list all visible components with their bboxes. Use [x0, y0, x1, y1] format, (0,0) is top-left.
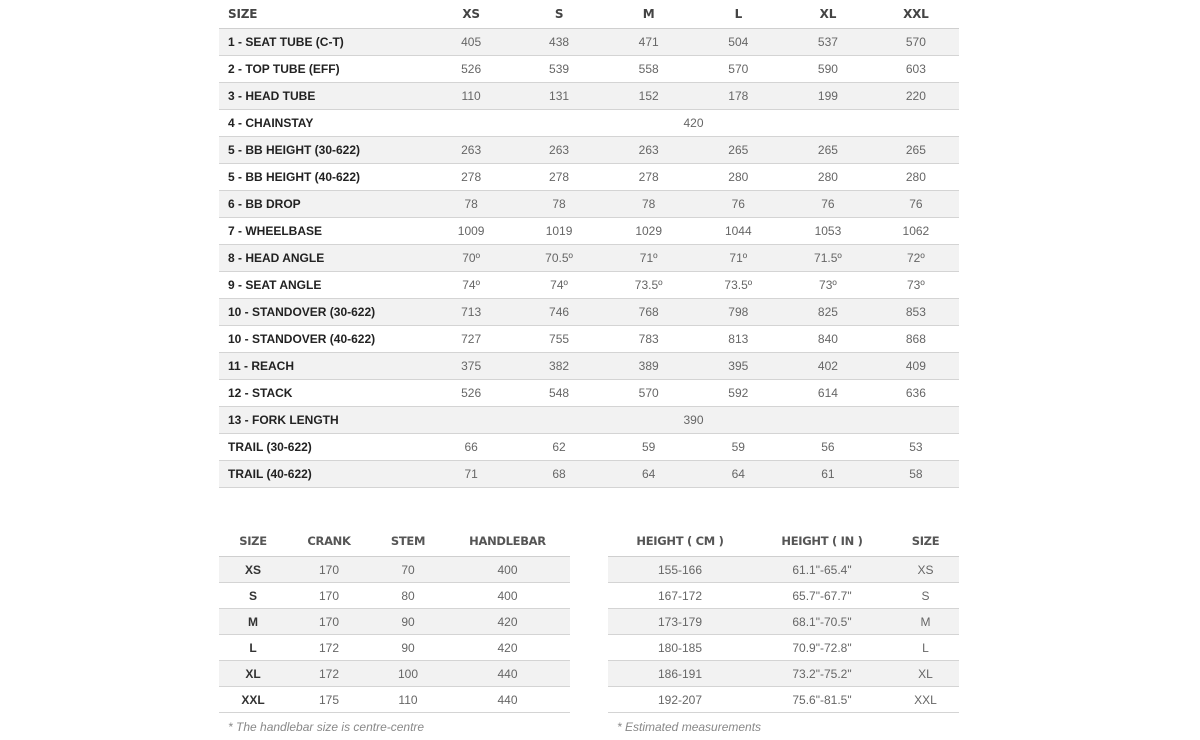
geometry-value-cell: 280 — [873, 164, 959, 191]
geometry-value-cell: 825 — [783, 299, 873, 326]
components-value-cell: 170 — [287, 583, 371, 609]
geometry-row — [219, 137, 959, 164]
components-row — [219, 557, 570, 583]
rider-height-cell: 180-185 — [608, 635, 752, 661]
components-value-cell: 420 — [445, 635, 570, 661]
geometry-row-label: 7 - WHEELBASE — [219, 218, 428, 245]
geometry-value-cell: 71 — [428, 461, 514, 488]
geometry-value-cell: 263 — [428, 137, 514, 164]
components-header-row — [219, 526, 570, 557]
rider-height-header-cell: HEIGHT ( CM ) — [608, 526, 752, 557]
geometry-header-row — [219, 0, 959, 29]
geometry-value-cell: 713 — [428, 299, 514, 326]
geometry-value-cell: 389 — [604, 353, 694, 380]
rider-height-cell: XS — [892, 557, 959, 583]
geometry-value-cell: 390 — [428, 407, 959, 434]
geometry-row — [219, 380, 959, 407]
geometry-value-cell: 278 — [428, 164, 514, 191]
rider-height-cell: 70.9"-72.8" — [752, 635, 892, 661]
geometry-value-cell: 66 — [428, 434, 514, 461]
geometry-row-label: 12 - STACK — [219, 380, 428, 407]
components-value-cell: 110 — [371, 687, 445, 713]
geometry-row-label: 13 - FORK LENGTH — [219, 407, 428, 434]
geometry-row — [219, 299, 959, 326]
rider-height-cell: 167-172 — [608, 583, 752, 609]
geometry-row-label: 1 - SEAT TUBE (C-T) — [219, 29, 428, 56]
geometry-row-label: 9 - SEAT ANGLE — [219, 272, 428, 299]
components-table — [219, 526, 570, 713]
components-row — [219, 635, 570, 661]
components-value-cell: 80 — [371, 583, 445, 609]
geometry-value-cell: 64 — [693, 461, 783, 488]
geometry-value-cell: 570 — [693, 56, 783, 83]
geometry-value-cell: 278 — [514, 164, 604, 191]
geometry-row — [219, 83, 959, 110]
geometry-value-cell: 68 — [514, 461, 604, 488]
components-value-cell: 400 — [445, 557, 570, 583]
components-value-cell: 70 — [371, 557, 445, 583]
geometry-value-cell: 1019 — [514, 218, 604, 245]
rider-height-cell: XL — [892, 661, 959, 687]
rider-height-header-cell: SIZE — [892, 526, 959, 557]
components-value-cell: 400 — [445, 583, 570, 609]
components-size-cell: M — [219, 609, 287, 635]
rider-height-cell: S — [892, 583, 959, 609]
size-column-header: L — [693, 0, 783, 29]
geometry-value-cell: 768 — [604, 299, 694, 326]
rider-height-cell: 155-166 — [608, 557, 752, 583]
components-header-cell: STEM — [371, 526, 445, 557]
geometry-value-cell: 76 — [873, 191, 959, 218]
geometry-value-cell: 526 — [428, 56, 514, 83]
components-value-cell: 170 — [287, 557, 371, 583]
geometry-row-label: 5 - BB HEIGHT (30-622) — [219, 137, 428, 164]
geometry-value-cell: 755 — [514, 326, 604, 353]
geometry-row-label: 6 - BB DROP — [219, 191, 428, 218]
geometry-value-cell: 199 — [783, 83, 873, 110]
geometry-value-cell: 1053 — [783, 218, 873, 245]
size-header: SIZE — [219, 0, 428, 29]
geometry-value-cell: 76 — [693, 191, 783, 218]
geometry-value-cell: 526 — [428, 380, 514, 407]
geometry-row-label: TRAIL (40-622) — [219, 461, 428, 488]
components-value-cell: 420 — [445, 609, 570, 635]
geometry-value-cell: 152 — [604, 83, 694, 110]
components-value-cell: 100 — [371, 661, 445, 687]
geometry-row-label: 2 - TOP TUBE (EFF) — [219, 56, 428, 83]
geometry-table — [219, 0, 959, 488]
geometry-row — [219, 29, 959, 56]
geometry-row-label: 3 - HEAD TUBE — [219, 83, 428, 110]
geometry-value-cell: 73º — [783, 272, 873, 299]
geometry-value-cell: 614 — [783, 380, 873, 407]
geometry-value-cell: 70.5º — [514, 245, 604, 272]
geometry-value-cell: 178 — [693, 83, 783, 110]
geometry-value-cell: 603 — [873, 56, 959, 83]
geometry-value-cell: 727 — [428, 326, 514, 353]
geometry-value-cell: 280 — [783, 164, 873, 191]
geometry-row-label: TRAIL (30-622) — [219, 434, 428, 461]
geometry-value-cell: 64 — [604, 461, 694, 488]
geometry-row-label: 10 - STANDOVER (40-622) — [219, 326, 428, 353]
geometry-value-cell: 73º — [873, 272, 959, 299]
components-value-cell: 440 — [445, 661, 570, 687]
components-value-cell: 175 — [287, 687, 371, 713]
geometry-value-cell: 471 — [604, 29, 694, 56]
components-size-cell: L — [219, 635, 287, 661]
rider-height-cell: 73.2"-75.2" — [752, 661, 892, 687]
components-row — [219, 687, 570, 713]
components-value-cell: 172 — [287, 635, 371, 661]
geometry-value-cell: 592 — [693, 380, 783, 407]
rider-height-cell: 65.7"-67.7" — [752, 583, 892, 609]
geometry-value-cell: 783 — [604, 326, 694, 353]
geometry-row — [219, 434, 959, 461]
geometry-value-cell: 74º — [514, 272, 604, 299]
geometry-value-cell: 548 — [514, 380, 604, 407]
geometry-value-cell: 1009 — [428, 218, 514, 245]
rider-height-cell: 192-207 — [608, 687, 752, 713]
geometry-row — [219, 407, 959, 434]
components-value-cell: 172 — [287, 661, 371, 687]
geometry-value-cell: 53 — [873, 434, 959, 461]
geometry-value-cell: 59 — [693, 434, 783, 461]
geometry-value-cell: 265 — [873, 137, 959, 164]
rider-height-cell: 61.1"-65.4" — [752, 557, 892, 583]
size-column-header: S — [514, 0, 604, 29]
components-value-cell: 90 — [371, 635, 445, 661]
geometry-value-cell: 70º — [428, 245, 514, 272]
geometry-row — [219, 164, 959, 191]
geometry-value-cell: 71.5º — [783, 245, 873, 272]
geometry-value-cell: 61 — [783, 461, 873, 488]
geometry-value-cell: 570 — [604, 380, 694, 407]
geometry-value-cell: 78 — [514, 191, 604, 218]
components-row — [219, 661, 570, 687]
geometry-value-cell: 265 — [783, 137, 873, 164]
geometry-value-cell: 56 — [783, 434, 873, 461]
geometry-value-cell: 590 — [783, 56, 873, 83]
geometry-value-cell: 220 — [873, 83, 959, 110]
geometry-value-cell: 798 — [693, 299, 783, 326]
geometry-row — [219, 218, 959, 245]
rider-height-cell: 68.1"-70.5" — [752, 609, 892, 635]
geometry-value-cell: 537 — [783, 29, 873, 56]
components-row — [219, 583, 570, 609]
rider-height-row — [608, 583, 959, 609]
geometry-value-cell: 1029 — [604, 218, 694, 245]
components-row — [219, 609, 570, 635]
geometry-value-cell: 868 — [873, 326, 959, 353]
geometry-row — [219, 272, 959, 299]
geometry-value-cell: 853 — [873, 299, 959, 326]
geometry-row-label: 8 - HEAD ANGLE — [219, 245, 428, 272]
rider-height-cell: 186-191 — [608, 661, 752, 687]
geometry-row — [219, 56, 959, 83]
rider-height-row — [608, 661, 959, 687]
geometry-row — [219, 326, 959, 353]
components-size-cell: XS — [219, 557, 287, 583]
geometry-value-cell: 73.5º — [693, 272, 783, 299]
rider-height-cell: XXL — [892, 687, 959, 713]
geometry-value-cell: 73.5º — [604, 272, 694, 299]
geometry-value-cell: 74º — [428, 272, 514, 299]
geometry-value-cell: 405 — [428, 29, 514, 56]
size-column-header: XS — [428, 0, 514, 29]
rider-height-row — [608, 609, 959, 635]
geometry-row-label: 5 - BB HEIGHT (40-622) — [219, 164, 428, 191]
geometry-value-cell: 746 — [514, 299, 604, 326]
geometry-row — [219, 353, 959, 380]
rider-height-header-row — [608, 526, 959, 557]
geometry-value-cell: 110 — [428, 83, 514, 110]
rider-height-row — [608, 687, 959, 713]
geometry-value-cell: 71º — [693, 245, 783, 272]
geometry-value-cell: 840 — [783, 326, 873, 353]
components-value-cell: 90 — [371, 609, 445, 635]
size-column-header: XL — [783, 0, 873, 29]
geometry-row — [219, 191, 959, 218]
geometry-value-cell: 72º — [873, 245, 959, 272]
geometry-value-cell: 71º — [604, 245, 694, 272]
geometry-value-cell: 1062 — [873, 218, 959, 245]
geometry-value-cell: 420 — [428, 110, 959, 137]
geometry-row-label: 10 - STANDOVER (30-622) — [219, 299, 428, 326]
geometry-value-cell: 76 — [783, 191, 873, 218]
geometry-value-cell: 1044 — [693, 218, 783, 245]
geometry-value-cell: 263 — [514, 137, 604, 164]
geometry-value-cell: 280 — [693, 164, 783, 191]
size-column-header: M — [604, 0, 694, 29]
components-header-cell: CRANK — [287, 526, 371, 557]
geometry-value-cell: 438 — [514, 29, 604, 56]
geometry-value-cell: 131 — [514, 83, 604, 110]
rider-height-row — [608, 557, 959, 583]
geometry-value-cell: 263 — [604, 137, 694, 164]
geometry-value-cell: 395 — [693, 353, 783, 380]
geometry-value-cell: 59 — [604, 434, 694, 461]
rider-height-cell: 75.6"-81.5" — [752, 687, 892, 713]
geometry-value-cell: 78 — [604, 191, 694, 218]
geometry-row — [219, 461, 959, 488]
handlebar-note: * The handlebar size is centre-centre — [228, 720, 425, 734]
components-size-cell: S — [219, 583, 287, 609]
geometry-value-cell: 62 — [514, 434, 604, 461]
rider-height-cell: L — [892, 635, 959, 661]
geometry-value-cell: 78 — [428, 191, 514, 218]
rider-height-cell: M — [892, 609, 959, 635]
geometry-value-cell: 570 — [873, 29, 959, 56]
rider-height-cell: 173-179 — [608, 609, 752, 635]
geometry-value-cell: 813 — [693, 326, 783, 353]
geometry-row-label: 11 - REACH — [219, 353, 428, 380]
geometry-value-cell: 265 — [693, 137, 783, 164]
geometry-value-cell: 636 — [873, 380, 959, 407]
geometry-value-cell: 278 — [604, 164, 694, 191]
geometry-value-cell: 409 — [873, 353, 959, 380]
geometry-value-cell: 402 — [783, 353, 873, 380]
rider-height-header-cell: HEIGHT ( IN ) — [752, 526, 892, 557]
geometry-value-cell: 558 — [604, 56, 694, 83]
size-column-header: XXL — [873, 0, 959, 29]
geometry-value-cell: 539 — [514, 56, 604, 83]
geometry-value-cell: 58 — [873, 461, 959, 488]
components-size-cell: XL — [219, 661, 287, 687]
geometry-value-cell: 504 — [693, 29, 783, 56]
geometry-value-cell: 375 — [428, 353, 514, 380]
geometry-row — [219, 245, 959, 272]
geometry-row-label: 4 - CHAINSTAY — [219, 110, 428, 137]
components-header-cell: HANDLEBAR — [445, 526, 570, 557]
components-value-cell: 170 — [287, 609, 371, 635]
rider-height-row — [608, 635, 959, 661]
components-header-cell: SIZE — [219, 526, 287, 557]
geometry-value-cell: 382 — [514, 353, 604, 380]
geometry-row — [219, 110, 959, 137]
components-size-cell: XXL — [219, 687, 287, 713]
components-value-cell: 440 — [445, 687, 570, 713]
estimated-note: * Estimated measurements — [617, 720, 762, 734]
rider-height-table — [608, 526, 959, 713]
